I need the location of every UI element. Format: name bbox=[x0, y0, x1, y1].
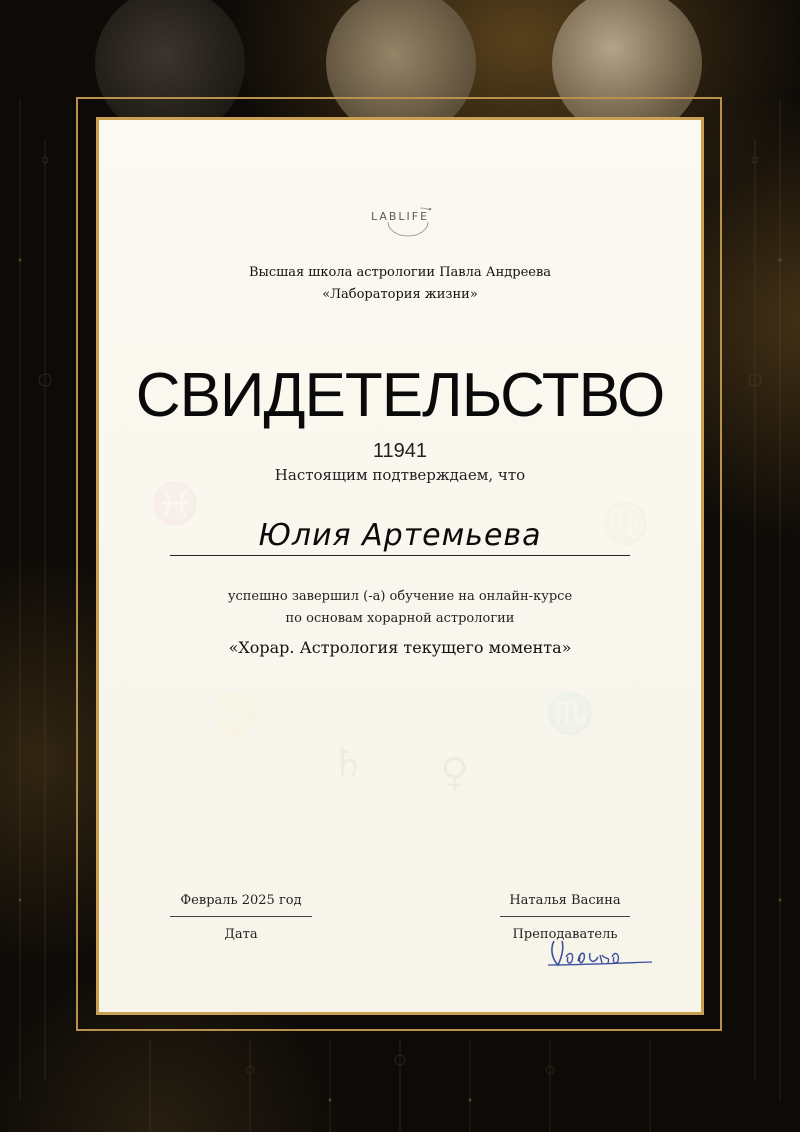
logo bbox=[0, 205, 800, 224]
zodiac-watermark-icon bbox=[545, 690, 595, 737]
student-name: Юлия Артемьева bbox=[258, 518, 542, 553]
completion-line-2: по основам хорарной астрологии bbox=[285, 611, 515, 626]
school-name-line-2: «Лаборатория жизни» bbox=[322, 287, 478, 302]
zodiac-watermark-icon bbox=[330, 740, 366, 786]
school-name-line-1: Высшая школа астрологии Павла Андреева bbox=[248, 265, 552, 280]
logo-text: LABLIFE bbox=[370, 210, 430, 223]
completion-text bbox=[0, 586, 800, 630]
name-underline bbox=[170, 555, 630, 556]
course-name: «Хорар. Астрология текущего момента» bbox=[228, 638, 572, 657]
certificate-title: СВИДЕТЕЛЬСТВО bbox=[135, 361, 665, 430]
completion-line-1: успешно завершил (-а) обучение на онлайн-курсе bbox=[227, 589, 573, 604]
date-value: Февраль 2025 год bbox=[180, 893, 302, 908]
teacher-name: Наталья Васина bbox=[509, 893, 621, 908]
school-name bbox=[0, 262, 800, 306]
zodiac-watermark-icon bbox=[440, 750, 469, 796]
zodiac-watermark-icon bbox=[210, 690, 260, 737]
teacher-label: Преподаватель bbox=[512, 927, 618, 942]
teacher-signature bbox=[540, 935, 660, 975]
certificate-paper bbox=[99, 120, 701, 1012]
confirm-text: Настоящим подтверждаем, что bbox=[274, 466, 526, 484]
teacher-underline bbox=[500, 916, 630, 917]
certificate-number: 11941 bbox=[372, 440, 428, 462]
date-label: Дата bbox=[224, 927, 258, 942]
date-underline bbox=[170, 916, 312, 917]
